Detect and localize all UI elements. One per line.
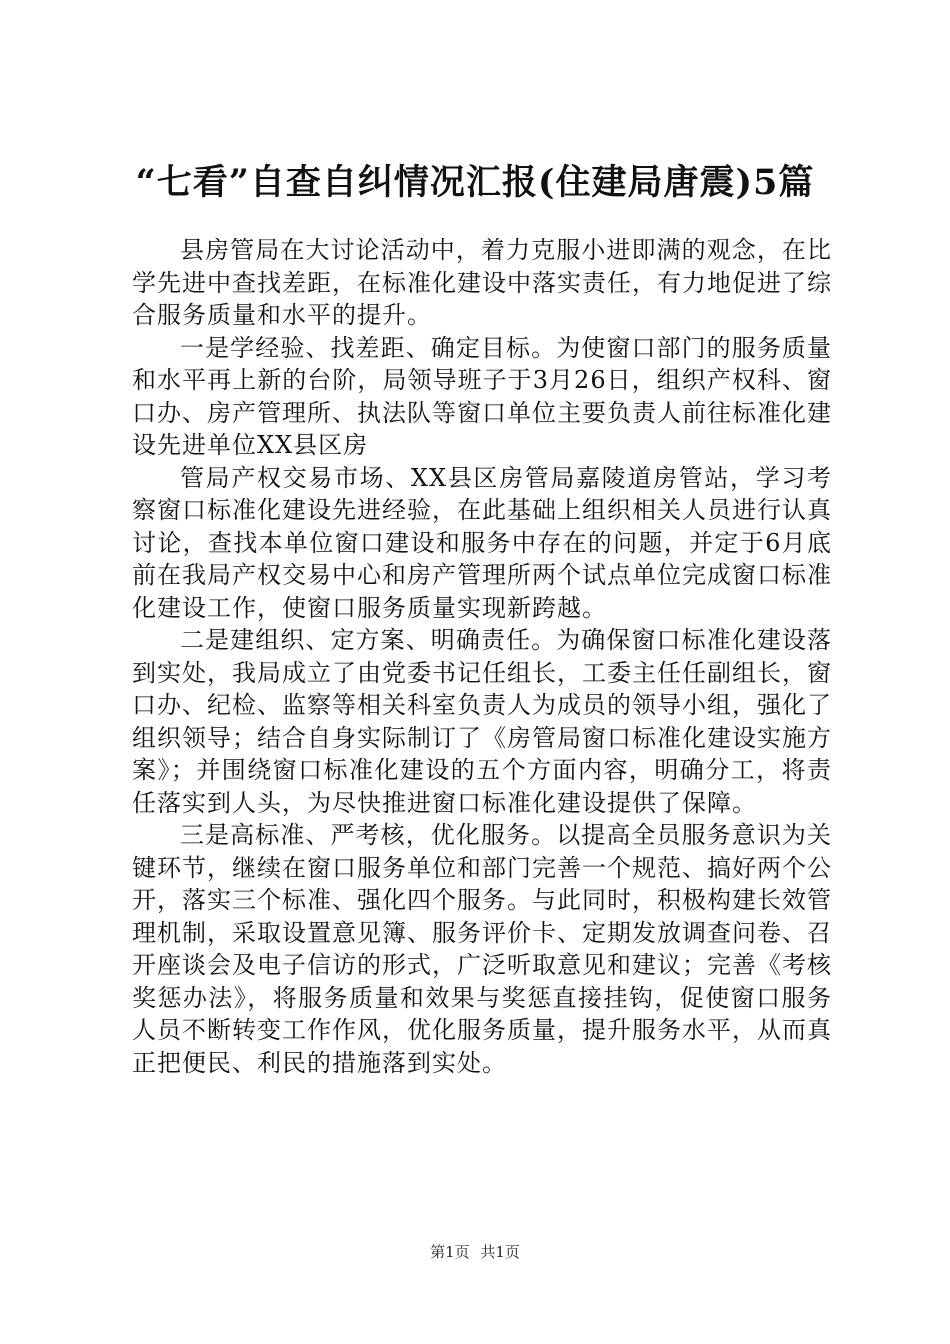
page-number-current: 第1页 [430,1243,470,1261]
page-footer [0,1242,950,1262]
paragraph-point-one-continued: 管局产权交易市场、XX县区房管局嘉陵道房管站，学习考察窗口标准化建设先进经验，在此基础上组织相关人员进行认真讨论，查找本单位窗口建设和服务中存在的问题，并定于6月底前在我局产权交易中心和房产管理所两个试点单位完成窗口标准化建设工作，使窗口服务质量实现新跨越。 [132,463,832,622]
paragraph-point-three: 三是高标准、严考核，优化服务。以提高全员服务意识为关键环节，继续在窗口服务单位和部门完善一个规范、搞好两个公开，落实三个标准、强化四个服务。与此同时，积极构建长效管理机制，采取设置意见簿、服务评价卡、定期发放调查问卷、召开座谈会及电子信访的形式，广泛听取意见和建议；完善《考核奖惩办法》，将服务质量和效果与奖惩直接挂钩，促使窗口服务人员不断转变工作作风，优化服务质量，提升服务水平，从而真正把便民、利民的措施落到实处。 [132,821,832,1077]
document-body [132,234,832,1079]
paragraph-intro: 县房管局在大讨论活动中，着力克服小进即满的观念，在比学先进中查找差距，在标准化建设中落实责任，有力地促进了综合服务质量和水平的提升。 [132,236,832,329]
document-title: “七看”自查自纠情况汇报(住建局唐震)5篇 [135,162,815,203]
paragraph-point-one: 一是学经验、找差距、确定目标。为使窗口部门的服务质量和水平再上新的台阶，局领导班子于3月26日，组织产权科、窗口办、房产管理所、执法队等窗口单位主要负责人前往标准化建设先进单位XX县区房 [132,333,832,459]
page-number-total: 共1页 [480,1243,520,1261]
paragraph-point-two: 二是建组织、定方案、明确责任。为确保窗口标准化建设落到实处，我局成立了由党委书记任组长，工委主任任副组长，窗口办、纪检、监察等相关科室负责人为成员的领导小组，强化了组织领导；结合自身实际制订了《房管局窗口标准化建设实施方案》；并围绕窗口标准化建设的五个方面内容，明确分工，将责任落实到人头，为尽快推进窗口标准化建设提供了保障。 [132,626,832,817]
